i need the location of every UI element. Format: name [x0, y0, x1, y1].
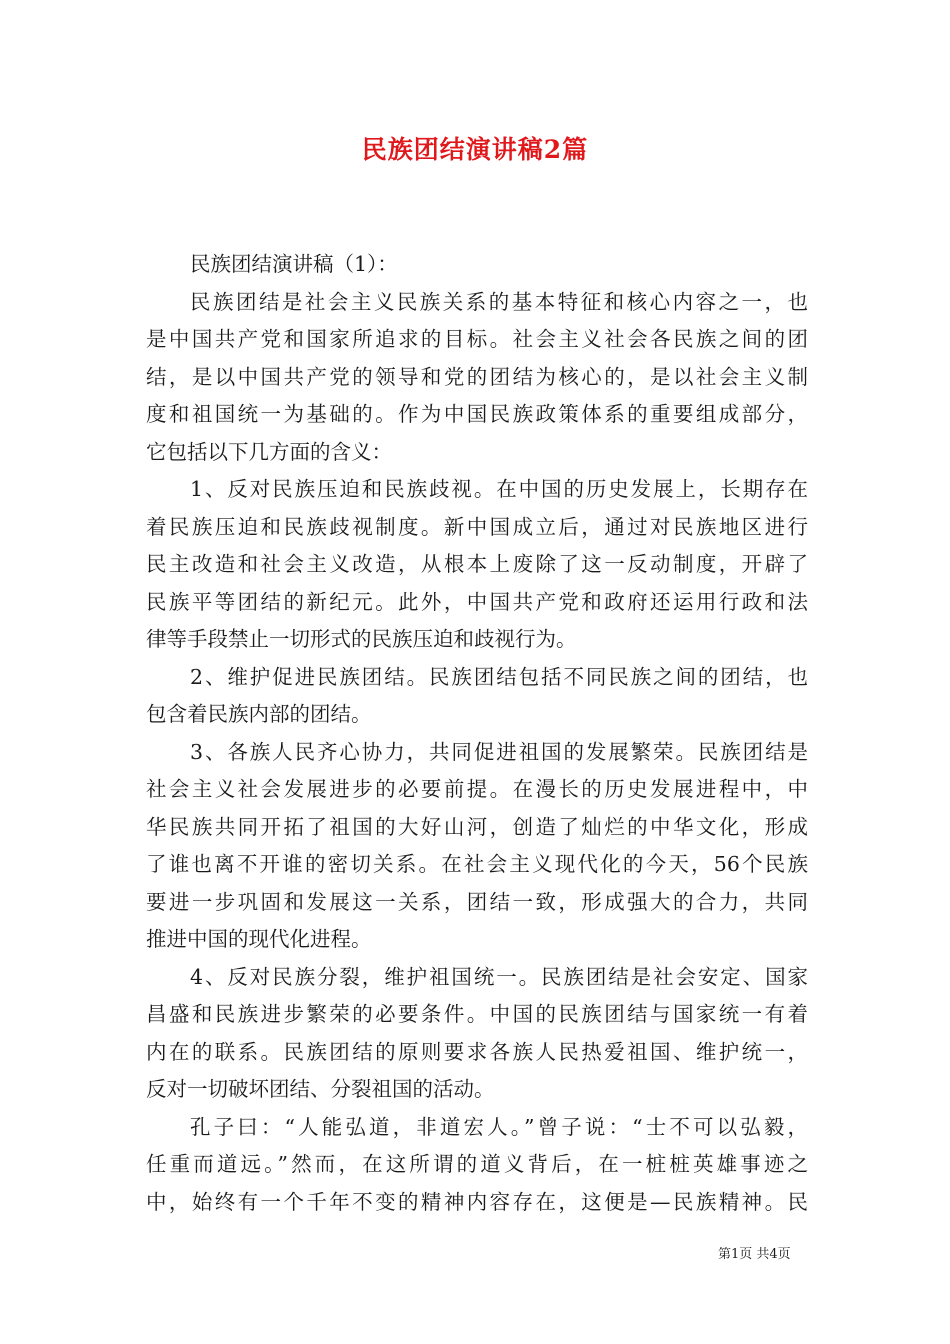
page-number-footer: 第1页 共4页 [718, 1247, 791, 1262]
text-line: 包含着民族内部的团结。 [146, 702, 372, 726]
text-line: 3、各族人民齐心协力，共同促进祖国的发展繁荣。民族团结是 [190, 739, 808, 764]
text-line: 度和祖国统一为基础的。作为中国民族政策体系的重要组成部分， [146, 402, 808, 426]
text-line: 要进一步巩固和发展这一关系，团结一致，形成强大的合力，共同 [146, 889, 808, 914]
text-line: 反对一切破坏团结、分裂祖国的活动。 [146, 1077, 495, 1101]
text-line: 任重而道远。”然而，在这所谓的道义背后，在一桩桩英雄事迹之 [146, 1152, 808, 1176]
text-line: 民主改造和社会主义改造，从根本上废除了这一反动制度，开辟了 [146, 552, 808, 576]
text-line: 了谁也离不开谁的密切关系。在社会主义现代化的今天，56个民族 [146, 852, 808, 876]
text-line: 律等手段禁止一切形式的民族压迫和歧视行为。 [146, 627, 577, 651]
text-line: 中，始终有一个千年不变的精神内容存在，这便是—民族精神。民 [146, 1189, 808, 1214]
text-line: 推进中国的现代化进程。 [146, 927, 372, 951]
text-line: 4、反对民族分裂，维护祖国统一。民族团结是社会安定、国家 [190, 964, 808, 989]
text-line: 是中国共产党和国家所追求的目标。社会主义社会各民族之间的团 [146, 327, 808, 351]
text-line: 结，是以中国共产党的领导和党的团结为核心的，是以社会主义制 [146, 364, 808, 389]
document-title: 民族团结演讲稿2篇 [361, 135, 589, 164]
text-line: 昌盛和民族进步繁荣的必要条件。中国的民族团结与国家统一有着 [146, 1002, 808, 1026]
text-line: 社会主义社会发展进步的必要前提。在漫长的历史发展进程中，中 [146, 777, 808, 801]
text-line: 民族平等团结的新纪元。此外，中国共产党和政府还运用行政和法 [146, 589, 808, 614]
text-line: 孔子曰：“人能弘道，非道宏人。”曾子说：“士不可以弘毅， [190, 1114, 808, 1139]
document-body [146, 246, 808, 1221]
text-line: 内在的联系。民族团结的原则要求各族人民热爱祖国、维护统一， [146, 1039, 808, 1064]
text-line: 2、维护促进民族团结。民族团结包括不同民族之间的团结，也 [190, 664, 808, 689]
text-line: 民族团结演讲稿（1）： [190, 252, 398, 276]
text-line: 着民族压迫和民族歧视制度。新中国成立后，通过对民族地区进行 [146, 514, 808, 539]
text-line: 1、反对民族压迫和民族歧视。在中国的历史发展上，长期存在 [190, 477, 808, 501]
text-line: 华民族共同开拓了祖国的大好山河，创造了灿烂的中华文化，形成 [146, 814, 808, 839]
text-line: 民族团结是社会主义民族关系的基本特征和核心内容之一，也 [190, 289, 808, 314]
text-line: 它包括以下几方面的含义： [146, 439, 392, 464]
